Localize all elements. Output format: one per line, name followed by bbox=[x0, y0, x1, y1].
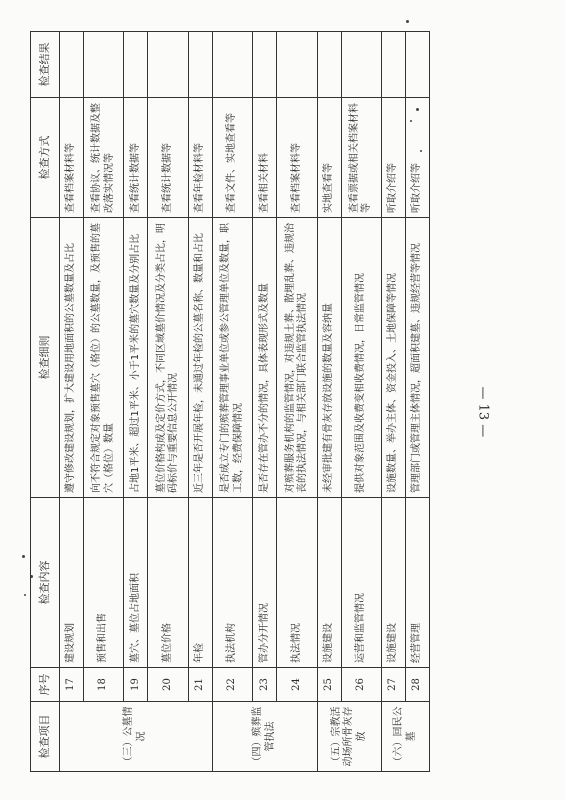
row-method: 听取介绍等 bbox=[406, 98, 430, 218]
header-cell: 检查方式 bbox=[31, 98, 60, 218]
row-detail: 设施数量、举办主体、资金投入、土地保障等情况 bbox=[382, 218, 406, 498]
row-result bbox=[406, 32, 430, 98]
row-method: 查看统计数据等 bbox=[148, 98, 189, 218]
row-method: 查看相关材料 bbox=[253, 98, 277, 218]
row-result bbox=[60, 32, 84, 98]
row-content: 年检 bbox=[188, 498, 212, 668]
row-number: 24 bbox=[277, 668, 318, 702]
row-method: 查看档案材料等 bbox=[60, 98, 84, 218]
row-number: 27 bbox=[382, 668, 406, 702]
row-detail: 提供对象范围及收费变相收费情况，日常监管情况 bbox=[341, 218, 382, 498]
group-cell: （五）宗教活动场所骨灰存放 bbox=[317, 702, 381, 772]
row-method: 查看文件、实地查看等 bbox=[212, 98, 253, 218]
row-content: 预售和出售 bbox=[83, 498, 124, 668]
row-content: 运营和监管情况 bbox=[341, 498, 382, 668]
row-number: 26 bbox=[341, 668, 382, 702]
row-detail: 对殡葬服务机构的监管情况，对违规土葬、散埋乱葬、违规治丧的执法情况，与相关部门联合监管执法情况 bbox=[277, 218, 318, 498]
row-method: 查看统计数据等 bbox=[124, 98, 148, 218]
header-cell: 序号 bbox=[31, 668, 60, 702]
row-number: 28 bbox=[406, 668, 430, 702]
row-content: 墓位价格 bbox=[148, 498, 189, 668]
row-result bbox=[188, 32, 212, 98]
table-row bbox=[406, 32, 430, 772]
scan-speck bbox=[24, 594, 26, 596]
row-number: 17 bbox=[60, 668, 84, 702]
row-content: 墓穴、墓位占地面积 bbox=[124, 498, 148, 668]
row-result bbox=[148, 32, 189, 98]
row-content: 执法机构 bbox=[212, 498, 253, 668]
table-row bbox=[124, 32, 148, 772]
row-result bbox=[277, 32, 318, 98]
row-method: 查看年检材料等 bbox=[188, 98, 212, 218]
row-result bbox=[83, 32, 124, 98]
row-result bbox=[212, 32, 253, 98]
row-method: 查看票据或相关档案材料等 bbox=[341, 98, 382, 218]
header-cell: 检查项目 bbox=[31, 702, 60, 772]
row-content: 执法情况 bbox=[277, 498, 318, 668]
table-row bbox=[253, 32, 277, 772]
row-detail: 向不符合规定对象预售墓穴（格位）的公墓数量，及预售的墓穴（格位）数量 bbox=[83, 218, 124, 498]
header-cell: 检查细则 bbox=[31, 218, 60, 498]
row-detail: 是否成立专门的殡葬管理事业单位或参公管理单位及数量，职工数，经费保障情况 bbox=[212, 218, 253, 498]
header-cell: 检查内容 bbox=[31, 498, 60, 668]
row-detail: 未经审批建有骨灰存放设施的数量及容纳量 bbox=[317, 218, 341, 498]
row-method: 听取介绍等 bbox=[382, 98, 406, 218]
table-row bbox=[188, 32, 212, 772]
row-content: 经营管理 bbox=[406, 498, 430, 668]
row-detail: 近三年是否开展年检，未通过年检的公墓名称、数量和占比 bbox=[188, 218, 212, 498]
table-row bbox=[83, 32, 124, 772]
group-cell: （六）回民公墓 bbox=[382, 702, 430, 772]
scan-speck bbox=[406, 20, 409, 23]
table-row bbox=[382, 32, 406, 772]
row-detail: 是否存在管办不分的情况，具体表现形式及数量 bbox=[253, 218, 277, 498]
row-result bbox=[253, 32, 277, 98]
row-number: 20 bbox=[148, 668, 189, 702]
row-number: 22 bbox=[212, 668, 253, 702]
row-result bbox=[382, 32, 406, 98]
row-number: 18 bbox=[83, 668, 124, 702]
row-content: 设施建设 bbox=[382, 498, 406, 668]
row-number: 23 bbox=[253, 668, 277, 702]
group-cell: （四）殡葬监管执法 bbox=[212, 702, 317, 772]
row-number: 19 bbox=[124, 668, 148, 702]
row-method: 实地查看等 bbox=[317, 98, 341, 218]
table-row bbox=[341, 32, 382, 772]
page-number bbox=[468, 380, 498, 438]
table-row bbox=[317, 32, 341, 772]
row-result bbox=[124, 32, 148, 98]
row-detail: 管理部门或管理主体情况，超面积建墓、违规经营等情况 bbox=[406, 218, 430, 498]
row-method: 查看协议、统计数据及整改落实情况等 bbox=[83, 98, 124, 218]
scan-speck bbox=[22, 555, 25, 558]
table-row bbox=[212, 32, 253, 772]
row-result bbox=[341, 32, 382, 98]
header-cell: 检查结果 bbox=[31, 32, 60, 98]
row-content: 建设规划 bbox=[60, 498, 84, 668]
row-number: 25 bbox=[317, 668, 341, 702]
row-content: 管办分开情况 bbox=[253, 498, 277, 668]
row-detail: 墓位价格构成及定价方式，不同区域墓价情况及分类占比，明码标价与重要信息公开情况 bbox=[148, 218, 189, 498]
row-number: 21 bbox=[188, 668, 212, 702]
table-row bbox=[148, 32, 189, 772]
inspection-table bbox=[30, 32, 430, 772]
group-cell: （三）公墓情况 bbox=[60, 702, 213, 772]
row-detail: 占地1平米、超过1平米、小于1平米的墓穴数量及分别占比 bbox=[124, 218, 148, 498]
row-detail: 遵守修改建设规划，扩大建设用地面积的公墓数量及占比 bbox=[60, 218, 84, 498]
table-row bbox=[277, 32, 318, 772]
row-method: 查看档案材料等 bbox=[277, 98, 318, 218]
row-result bbox=[317, 32, 341, 98]
table-row bbox=[60, 32, 84, 772]
page-number-text: — 13 — bbox=[475, 386, 491, 438]
table-header-row bbox=[31, 32, 60, 772]
row-content: 设施建设 bbox=[317, 498, 341, 668]
